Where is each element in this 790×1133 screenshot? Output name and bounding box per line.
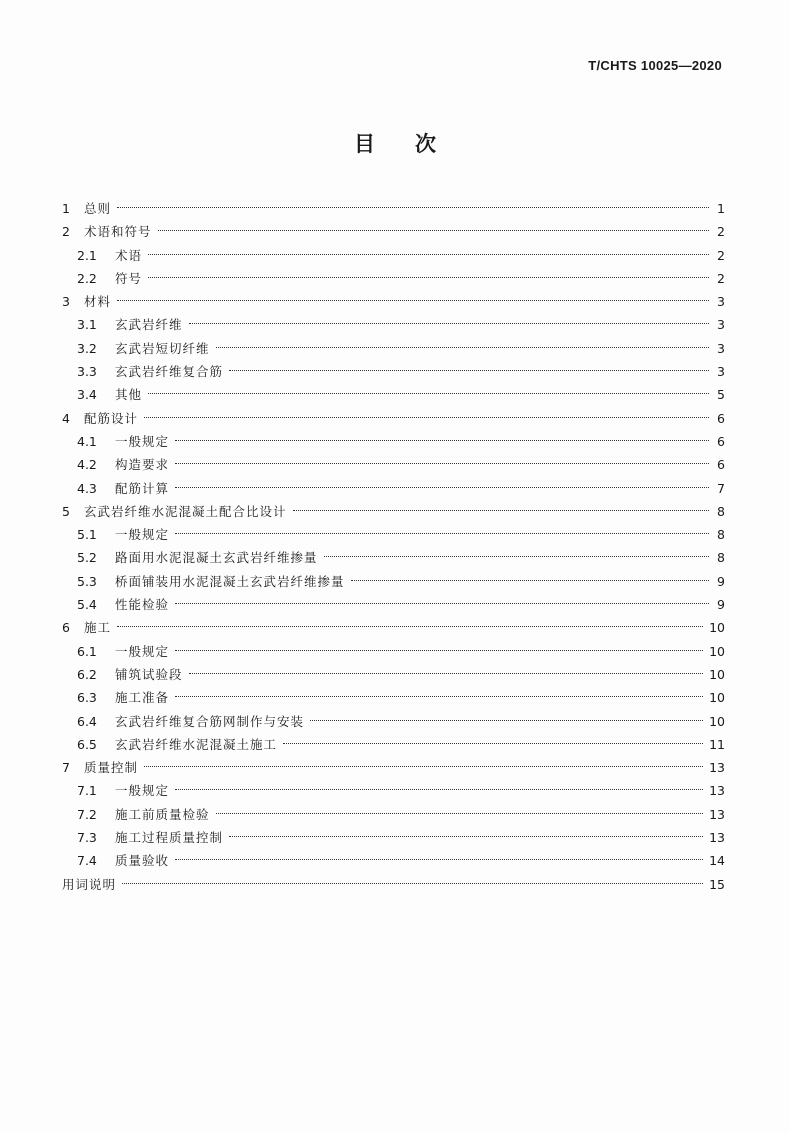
toc-leader-dots	[216, 347, 709, 348]
toc-entry-page: 13	[709, 783, 725, 799]
toc-leader-dots	[175, 650, 703, 651]
toc-entry-page: 2	[717, 270, 725, 286]
toc-entry-label: 一般规定	[115, 783, 170, 799]
toc-leader-dots	[175, 859, 703, 860]
toc-leader-dots	[175, 463, 709, 464]
toc-entry-label: 施工过程质量控制	[115, 830, 224, 846]
toc-entry-number: 3	[62, 294, 70, 310]
toc-entry-page: 6	[717, 457, 725, 473]
toc-entry-number: 5.4	[77, 597, 97, 613]
toc-entry-number: 5	[62, 503, 70, 519]
toc-entry-number: 5.1	[77, 527, 97, 543]
toc-entry-label: 施工	[84, 620, 112, 636]
toc-entry-page: 3	[717, 317, 725, 333]
toc-entry-page: 5	[717, 387, 725, 403]
toc-leader-dots	[189, 673, 704, 674]
toc-entry-number: 1	[62, 201, 70, 216]
toc-entry-number: 3.3	[77, 364, 97, 380]
standard-code: T/CHTS 10025—2020	[588, 58, 722, 73]
toc-entry[interactable]	[62, 873, 725, 896]
toc-entry-label: 构造要求	[115, 457, 170, 473]
toc-leader-dots	[158, 230, 709, 231]
toc-entry-page: 13	[709, 830, 725, 846]
toc-entry-number: 2.2	[77, 270, 97, 286]
toc-leader-dots	[293, 510, 709, 511]
toc-entry-label: 配筋计算	[115, 480, 170, 496]
toc-entry-page: 3	[717, 364, 725, 380]
toc-entry-number: 3.1	[77, 317, 97, 333]
table-of-contents	[62, 197, 725, 896]
toc-leader-dots	[122, 883, 703, 884]
toc-entry-number: 6	[62, 620, 70, 636]
toc-leader-dots	[117, 207, 709, 208]
toc-entry[interactable]	[62, 546, 725, 569]
toc-entry[interactable]	[62, 570, 725, 593]
toc-entry-page: 1	[717, 201, 725, 216]
toc-entry-page: 11	[709, 736, 725, 752]
toc-entry-page: 10	[709, 620, 725, 636]
toc-entry[interactable]	[62, 197, 725, 220]
toc-leader-dots	[148, 254, 709, 255]
toc-entry-label: 术语和符号	[84, 224, 152, 240]
toc-entry-page: 15	[709, 876, 725, 892]
toc-entry-number: 3.4	[77, 387, 97, 403]
toc-entry-label: 一般规定	[115, 527, 170, 543]
toc-entry-number: 5.2	[77, 550, 97, 566]
toc-entry-page: 6	[717, 433, 725, 449]
toc-entry-page: 6	[717, 410, 725, 426]
toc-entry-page: 9	[717, 573, 725, 589]
toc-leader-dots	[189, 323, 709, 324]
toc-leader-dots	[175, 487, 709, 488]
toc-entry[interactable]	[62, 616, 725, 639]
toc-entry-page: 14	[709, 853, 725, 869]
toc-entry-number: 2.1	[77, 247, 97, 263]
toc-entry-label: 玄武岩纤维水泥混凝土配合比设计	[84, 503, 287, 519]
toc-entry-page: 8	[717, 527, 725, 543]
toc-entry[interactable]	[62, 383, 725, 406]
toc-entry-label: 施工准备	[115, 690, 170, 706]
toc-entry[interactable]	[62, 244, 725, 267]
toc-leader-dots	[175, 533, 709, 534]
toc-entry-label: 施工前质量检验	[115, 806, 210, 822]
toc-entry[interactable]	[62, 849, 725, 872]
toc-leader-dots	[144, 417, 709, 418]
toc-entry[interactable]	[62, 477, 725, 500]
toc-entry[interactable]	[62, 779, 725, 802]
toc-entry-page: 8	[717, 550, 725, 566]
toc-entry-label: 配筋设计	[84, 410, 139, 426]
toc-leader-dots	[310, 720, 703, 721]
toc-entry-label: 玄武岩短切纤维	[115, 340, 210, 356]
toc-entry[interactable]	[62, 640, 725, 663]
toc-entry[interactable]	[62, 313, 725, 336]
toc-entry-label: 性能检验	[115, 597, 170, 613]
toc-entry[interactable]	[62, 407, 725, 430]
toc-entry-number: 6.4	[77, 713, 97, 729]
toc-entry-label: 桥面铺装用水泥混凝土玄武岩纤维掺量	[115, 573, 345, 589]
toc-entry-number: 3.2	[77, 340, 97, 356]
toc-entry-page: 13	[709, 760, 725, 776]
toc-leader-dots	[283, 743, 703, 744]
toc-entry-number: 6.5	[77, 736, 97, 752]
toc-leader-dots	[175, 603, 709, 604]
toc-leader-dots	[148, 393, 709, 394]
toc-entry-number: 5.3	[77, 573, 97, 589]
toc-entry-label: 总则	[84, 201, 112, 216]
toc-entry-label: 符号	[115, 270, 143, 286]
toc-entry-number: 2	[62, 224, 70, 240]
toc-entry-page: 9	[717, 597, 725, 613]
toc-leader-dots	[229, 370, 709, 371]
toc-entry-page: 10	[709, 713, 725, 729]
toc-entry-page: 2	[717, 247, 725, 263]
toc-leader-dots	[351, 580, 709, 581]
toc-entry-page: 10	[709, 643, 725, 659]
toc-entry-label: 一般规定	[115, 643, 170, 659]
toc-entry[interactable]	[62, 686, 725, 709]
toc-entry-number: 4.3	[77, 480, 97, 496]
toc-entry-number: 7.3	[77, 830, 97, 846]
toc-entry-page: 7	[717, 480, 725, 496]
toc-entry-label: 玄武岩纤维水泥混凝土施工	[115, 736, 278, 752]
toc-leader-dots	[175, 789, 703, 790]
toc-entry-label: 材料	[84, 294, 112, 310]
toc-entry[interactable]	[62, 826, 725, 849]
toc-entry-label: 术语	[115, 247, 143, 263]
toc-entry[interactable]	[62, 337, 725, 360]
toc-entry[interactable]	[62, 663, 725, 686]
toc-entry[interactable]	[62, 803, 725, 826]
toc-entry-page: 3	[717, 294, 725, 310]
toc-entry[interactable]	[62, 733, 725, 756]
toc-leader-dots	[117, 626, 703, 627]
toc-entry-page: 2	[717, 224, 725, 240]
toc-entry-label: 玄武岩纤维复合筋	[115, 364, 224, 380]
toc-entry-number: 7.2	[77, 806, 97, 822]
toc-entry-label: 用词说明	[62, 876, 117, 892]
toc-entry-label: 玄武岩纤维复合筋网制作与安装	[115, 713, 305, 729]
toc-leader-dots	[144, 766, 703, 767]
toc-leader-dots	[229, 836, 703, 837]
toc-entry[interactable]	[62, 267, 725, 290]
toc-entry[interactable]	[62, 500, 725, 523]
toc-entry[interactable]	[62, 593, 725, 616]
toc-entry-number: 7	[62, 760, 70, 776]
toc-entry-number: 4	[62, 410, 70, 426]
toc-entry[interactable]	[62, 360, 725, 383]
toc-entry[interactable]	[62, 220, 725, 243]
toc-leader-dots	[148, 277, 709, 278]
toc-entry-number: 7.4	[77, 853, 97, 869]
toc-entry-number: 6.1	[77, 643, 97, 659]
toc-entry-label: 其他	[115, 387, 143, 403]
toc-entry-number: 6.3	[77, 690, 97, 706]
toc-entry-label: 路面用水泥混凝土玄武岩纤维掺量	[115, 550, 318, 566]
toc-leader-dots	[216, 813, 704, 814]
toc-entry[interactable]	[62, 430, 725, 453]
toc-entry[interactable]	[62, 453, 725, 476]
toc-leader-dots	[175, 440, 709, 441]
toc-entry-label: 质量控制	[84, 760, 139, 776]
toc-leader-dots	[175, 696, 703, 697]
toc-entry-page: 10	[709, 666, 725, 682]
toc-entry[interactable]	[62, 756, 725, 779]
toc-entry-number: 4.2	[77, 457, 97, 473]
toc-entry-page: 8	[717, 503, 725, 519]
toc-entry-page: 10	[709, 690, 725, 706]
toc-entry[interactable]	[62, 523, 725, 546]
toc-entry-label: 铺筑试验段	[115, 666, 183, 682]
toc-entry-page: 13	[709, 806, 725, 822]
toc-entry-number: 4.1	[77, 433, 97, 449]
toc-entry-number: 6.2	[77, 666, 97, 682]
toc-entry[interactable]	[62, 290, 725, 313]
toc-entry-label: 玄武岩纤维	[115, 317, 183, 333]
toc-entry-label: 一般规定	[115, 433, 170, 449]
toc-leader-dots	[324, 556, 709, 557]
toc-entry-label: 质量验收	[115, 853, 170, 869]
toc-entry-page: 3	[717, 340, 725, 356]
toc-leader-dots	[117, 300, 709, 301]
toc-entry[interactable]	[62, 710, 725, 733]
toc-entry-number: 7.1	[77, 783, 97, 799]
page-title: 目次	[354, 132, 476, 156]
